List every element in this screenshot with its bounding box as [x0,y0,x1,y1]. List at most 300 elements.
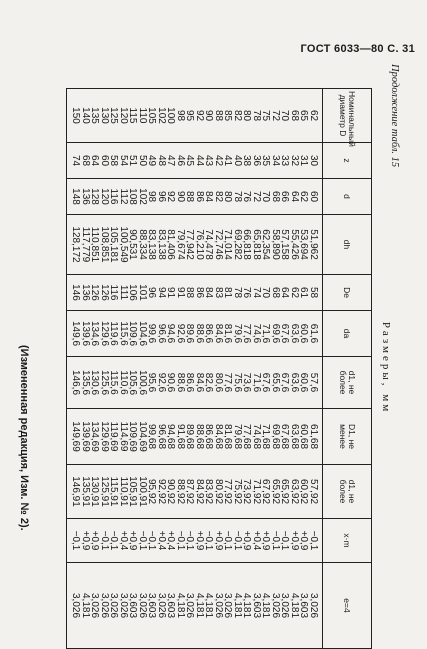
table-cell: 94,68 [166,409,176,465]
table-cell: 86 [195,179,205,215]
table-cell: 3,026 [67,563,81,649]
table-cell: 130,6 [90,357,100,409]
table-cell: 130 [100,89,110,143]
table-cell: 104,69 [138,409,148,465]
table-cell: 148 [67,179,81,215]
table-cell: 76 [242,275,252,311]
table-cell: 77,92 [223,465,233,519]
table-cell: 38 [242,143,252,179]
table-cell: 76,210 [195,215,205,275]
table-row [185,89,195,649]
table-cell: 83,138 [157,215,167,275]
table-cell: 84,68 [214,409,224,465]
table-cell: 63,92 [290,465,300,519]
table-cell: +0,4 [119,519,129,563]
table-cell: 51 [128,143,138,179]
table-cell: 57,92 [309,465,323,519]
table-body [67,89,323,649]
table-cell: 129,69 [100,409,110,465]
continuation-label: Продолжение табл. 15 [389,64,400,168]
table-cell: 106 [128,275,138,311]
table-cell: 40 [233,143,243,179]
table-cell: +0,9 [299,519,309,563]
table-cell: 94 [157,275,167,311]
table-cell: −0,1 [138,519,148,563]
table-row [90,89,100,649]
table-row [290,89,300,649]
table-cell: 66,818 [242,215,252,275]
table-cell: 44 [195,143,205,179]
column-header: d1, не более [323,357,372,409]
rotated-table-block [62,88,392,648]
table-cell: 125,91 [100,465,110,519]
table-cell: 110,91 [119,465,129,519]
table-cell: 78 [233,179,243,215]
table-cell: 82 [233,89,243,143]
table-cell: 3,603 [299,563,309,649]
table-cell: 4,181 [195,563,205,649]
table-cell: 114,69 [119,409,129,465]
table-cell: 3,026 [138,563,148,649]
table-cell: 69,68 [271,409,281,465]
table-cell: 70 [280,89,290,143]
table-row [309,89,323,649]
table-cell: 88 [214,89,224,143]
table-cell: 89,68 [185,409,195,465]
table-cell: 72 [252,179,262,215]
table-cell: 80,92 [214,465,224,519]
table-row [119,89,129,649]
amendment-note: (Измененная редакция, Изм. № 2). [18,345,30,531]
table-cell: 67,6 [261,357,271,409]
table-cell: 67,68 [280,409,290,465]
table-cell: 75 [261,89,271,143]
table-caption: Размеры, мм [380,321,392,415]
table-cell: 30 [309,143,323,179]
table-cell: 115,6 [109,357,119,409]
table-cell: 102 [157,89,167,143]
table-row [157,89,167,649]
table-cell: +0,9 [214,519,224,563]
table-cell: 102 [138,179,148,215]
table-cell: 65 [299,89,309,143]
table-cell: 87,92 [185,465,195,519]
table-cell: 90,92 [166,465,176,519]
table-cell: 150 [67,89,81,143]
table-cell: 146,6 [67,357,81,409]
table-cell: 82,6 [204,357,214,409]
table-row [214,89,224,649]
table-cell: 91 [166,275,176,311]
table-cell: 90 [204,89,214,143]
table-cell: −0,1 [204,519,214,563]
table-cell: 74,478 [204,215,214,275]
table-cell: 62 [290,275,300,311]
table-cell: 98 [147,179,157,215]
page-header: ГОСТ 6033—80 С. 31 [300,43,415,55]
table-cell: 88,334 [138,215,148,275]
table-cell: 72,746 [214,215,224,275]
table-cell: 135,6 [81,357,91,409]
table-cell: +0,9 [81,519,91,563]
table-row [67,89,81,649]
table-cell: 104,6 [138,311,148,357]
table-cell: 79,6 [233,311,243,357]
table-row [242,89,252,649]
column-header: d1, не более [323,465,372,519]
table-cell: 126 [100,275,110,311]
table-cell: 80 [242,89,252,143]
table-cell: 84,6 [195,357,205,409]
table-cell: 68 [271,275,281,311]
table-cell: 89,6 [185,311,195,357]
table-cell: 128 [90,179,100,215]
table-cell: 140 [81,89,91,143]
table-cell: 71,6 [261,311,271,357]
table-row [166,89,176,649]
table-cell: 81 [223,275,233,311]
table-cell: 119,6 [109,311,119,357]
table-cell: 4,181 [204,563,214,649]
column-header: d [323,179,372,215]
table-cell: 105,181 [109,215,119,275]
table-cell: 47 [166,143,176,179]
table-cell: 33 [280,143,290,179]
table-cell: 74,6 [252,311,262,357]
table-cell: 3,603 [128,563,138,649]
table-cell: 67,6 [280,311,290,357]
table-cell: 117,779 [81,215,91,275]
table-cell: 99,68 [147,409,157,465]
table-row [280,89,290,649]
table-cell: 75,92 [233,465,243,519]
table-cell: 34 [271,143,281,179]
table-row [109,89,119,649]
table-row [100,89,110,649]
table-row [81,89,91,649]
table-cell: 74 [67,143,81,179]
table-row [261,89,271,649]
table-cell: 57,6 [309,357,323,409]
table-cell: 130,91 [90,465,100,519]
table-cell: 70 [261,179,271,215]
table-cell: 65,92 [271,465,281,519]
table-cell: 109,6 [128,311,138,357]
table-cell: 74,68 [252,409,262,465]
table-row [271,89,281,649]
table-cell: 78 [233,275,243,311]
table-cell: 3,026 [214,563,224,649]
table-cell: 80 [223,179,233,215]
table-cell: 60 [309,179,323,215]
table-cell: 77,942 [185,215,195,275]
table-cell: −0,1 [109,519,119,563]
table-row [176,89,186,649]
table-cell: 3,603 [166,563,176,649]
table-cell: 69,282 [233,215,243,275]
table-cell: 61,68 [309,409,323,465]
table-cell: 109,69 [128,409,138,465]
table-cell: 139,6 [81,311,91,357]
table-cell: 63,68 [290,409,300,465]
table-cell: 84,6 [214,311,224,357]
table-cell: 60,68 [299,409,309,465]
table-cell: 73,92 [242,465,252,519]
table-cell: 136 [81,179,91,215]
column-header: da [323,311,372,357]
table-cell: 3,026 [100,563,110,649]
table-cell: −0,1 [185,519,195,563]
table-cell: 45 [185,143,195,179]
table-cell: 111 [119,275,129,311]
table-cell: 86,6 [204,311,214,357]
table-cell: 58 [109,143,119,179]
table-cell: 96 [147,275,157,311]
table-cell: 96 [157,179,167,215]
table-cell: 61 [299,275,309,311]
table-cell: 61,6 [309,311,323,357]
table-cell: 135,91 [81,465,91,519]
table-cell: 90,531 [128,215,138,275]
table-cell: 58 [309,275,323,311]
table-cell: 94,6 [166,311,176,357]
table-cell: 31 [299,143,309,179]
table-cell: 71,68 [261,409,271,465]
table-cell: 120 [100,179,110,215]
table-cell: 112 [119,179,129,215]
table-cell: 139,69 [81,409,91,465]
table-cell: 3,603 [147,563,157,649]
table-cell: 80,6 [214,357,224,409]
table-cell: +0,9 [128,519,138,563]
table-cell: 92 [195,89,205,143]
column-header: De [323,275,372,311]
table-cell: 146 [67,275,81,311]
table-cell: 88 [185,275,195,311]
column-header: e=4 [323,563,372,649]
table-cell: −0,1 [100,519,110,563]
table-cell: 53,694 [299,215,309,275]
table-cell: 116 [109,179,119,215]
table-cell: 32 [290,143,300,179]
table-cell: 67,92 [261,465,271,519]
table-cell: 86,6 [185,357,195,409]
table-cell: 91 [176,275,186,311]
table-cell: +0,9 [195,519,205,563]
table-cell: 81,406 [166,215,176,275]
table-cell: 99,6 [147,311,157,357]
table-cell: 4,181 [290,563,300,649]
table-cell: 49 [147,143,157,179]
table-cell: 51,962 [309,215,323,275]
table-cell: 88,6 [195,311,205,357]
table-cell: 64 [290,179,300,215]
table-cell: 149,6 [67,311,81,357]
table-row [138,89,148,649]
table-cell: 42 [214,143,224,179]
table-cell: +0,9 [261,519,271,563]
table-cell: 3,026 [280,563,290,649]
table-cell: −0,1 [280,519,290,563]
table-cell: 54 [119,143,129,179]
table-cell: 115 [128,89,138,143]
table-cell: 101 [138,275,148,311]
table-cell: 71,014 [223,215,233,275]
table-cell: −0,1 [147,519,157,563]
table-cell: 67,6 [280,357,290,409]
table-cell: 4,181 [233,563,243,649]
table-cell: 50 [138,143,148,179]
table-cell: 98 [176,89,186,143]
table-cell: 125 [109,89,119,143]
table-cell: 95 [185,89,195,143]
table-header-row [323,89,372,649]
table-cell: 69,6 [271,311,281,357]
table-row [223,89,233,649]
table-cell: 66 [280,179,290,215]
table-cell: 83,138 [147,215,157,275]
table-cell: 84 [204,179,214,215]
table-cell: 134,69 [90,409,100,465]
table-cell: 92 [166,179,176,215]
table-cell: 65,818 [252,215,262,275]
table-cell: 3,026 [157,563,167,649]
table-cell: 108 [128,179,138,215]
table-cell: 129,6 [100,311,110,357]
table-cell: 100,6 [138,357,148,409]
table-cell: 3,026 [185,563,195,649]
table-cell: 91,68 [176,409,186,465]
table-cell: 35 [261,143,271,179]
table-cell: 60,6 [299,357,309,409]
table-cell: 4,181 [81,563,91,649]
table-row [233,89,243,649]
table-cell: 82 [214,179,224,215]
column-header: x·m [323,519,372,563]
table-cell: 125,6 [100,357,110,409]
table-cell: 60,92 [299,465,309,519]
table-cell: +0,9 [90,519,100,563]
table-cell: 92,92 [157,465,167,519]
table-cell: 100,549 [119,215,129,275]
table-cell: −0,1 [309,519,323,563]
table-cell: 65,6 [271,357,281,409]
table-cell: 68 [81,143,91,179]
table-cell: 68 [271,179,281,215]
table-cell: 74 [252,275,262,311]
table-cell: 70 [261,275,271,311]
table-cell: 60 [100,143,110,179]
table-cell: +0,4 [157,519,167,563]
table-cell: 92,6 [157,357,167,409]
table-cell: 134,6 [90,311,100,357]
table-cell: 128,172 [67,215,81,275]
table-cell: 100 [166,89,176,143]
table-cell: 95,6 [147,357,157,409]
table-cell: 115,91 [109,465,119,519]
table-cell: 63,6 [290,357,300,409]
table-cell: +0,4 [252,519,262,563]
table-cell: 77,6 [223,357,233,409]
table-cell: 68 [290,89,300,143]
table-row [299,89,309,649]
table-cell: +0,4 [166,519,176,563]
table-row [128,89,138,649]
table-cell: +0,9 [242,519,252,563]
table-cell: 81,6 [223,311,233,357]
table-cell: 120 [119,89,129,143]
table-cell: 115,6 [119,311,129,357]
table-cell: 88 [185,179,195,215]
table-cell: 83 [214,275,224,311]
table-cell: 96,6 [157,311,167,357]
table-cell: 105,6 [128,357,138,409]
table-cell: 92,6 [176,311,186,357]
column-header: D1, не менее [323,409,372,465]
table-cell: 83,92 [204,465,214,519]
table-cell: 72 [271,89,281,143]
table-cell: 36 [252,143,262,179]
table-cell: 88,68 [195,409,205,465]
table-cell: −0,1 [271,519,281,563]
table-cell: 78 [252,89,262,143]
table-cell: 65,92 [280,465,290,519]
table-cell: 85 [223,89,233,143]
column-header: dh [323,215,372,275]
table-cell: 3,603 [252,563,262,649]
table-cell: 96,68 [157,409,167,465]
table-cell: 77,6 [242,311,252,357]
table-cell: 43 [204,143,214,179]
table-cell: −0,1 [176,519,186,563]
table-cell: 110,6 [119,357,129,409]
table-cell: 116 [109,275,119,311]
table-row [204,89,214,649]
table-cell: 110,851 [90,215,100,275]
table-cell: 3,026 [309,563,323,649]
table-cell: 79,674 [176,215,186,275]
table-cell: 76 [242,179,252,215]
dimensions-table [66,88,372,649]
table-cell: 100,91 [138,465,148,519]
table-row [252,89,262,649]
table-cell: 88,92 [176,465,186,519]
column-header: Номинальный диаметр D [323,89,372,143]
table-cell: 3,026 [90,563,100,649]
table-cell: 73,6 [242,357,252,409]
table-cell: 105 [147,89,157,143]
table-cell: 3,026 [109,563,119,649]
table-cell: 84 [204,275,214,311]
table-cell: 88,6 [176,357,186,409]
table-cell: 41 [223,143,233,179]
table-cell: 3,026 [223,563,233,649]
table-cell: 4,181 [176,563,186,649]
table-cell: 108,851 [100,215,110,275]
table-cell: 105,91 [128,465,138,519]
table-cell: 55,426 [290,215,300,275]
table-cell: 60,6 [299,311,309,357]
table-cell: 62,354 [261,215,271,275]
table-cell: 4,181 [261,563,271,649]
table-cell: 48 [157,143,167,179]
table-cell: 46 [176,143,186,179]
table-cell: 81,68 [223,409,233,465]
table-cell: 119,69 [109,409,119,465]
table-cell: 86 [195,275,205,311]
table-cell: 75,6 [233,357,243,409]
table-cell: 84,92 [195,465,205,519]
